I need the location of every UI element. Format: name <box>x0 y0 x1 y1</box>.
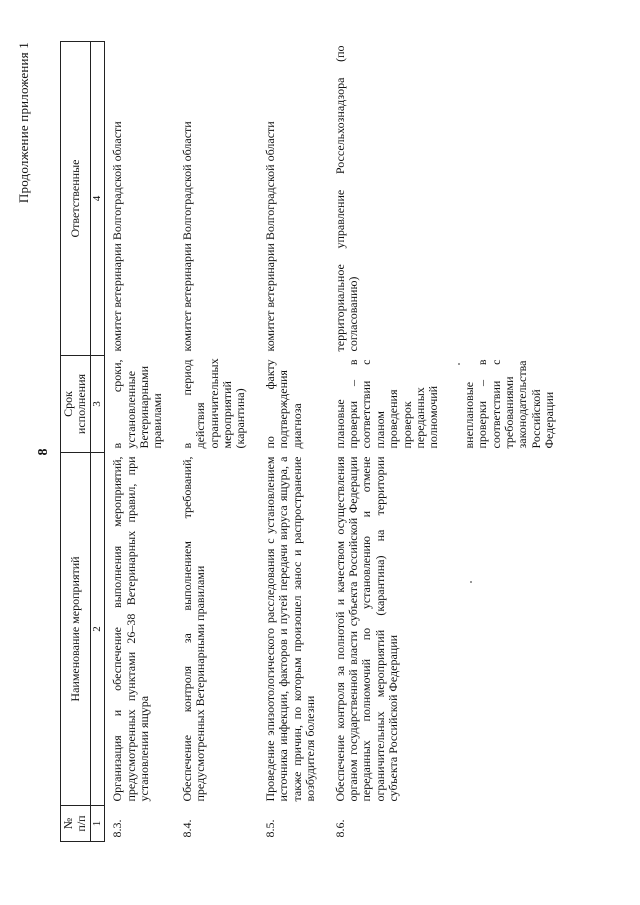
appendix-title: Продолжение приложения 1 <box>16 42 31 204</box>
measure-term <box>328 356 567 453</box>
header-term <box>61 356 91 453</box>
header-responsible-label: Ответственные <box>67 159 82 238</box>
page-number: 8 <box>36 448 51 456</box>
measure-name: Обеспечение контроля за полнотой и качеством осуществления органом государственной власти субъекта Российской Федерации переданных полномочий по установлению и отмене ограничительных мероприятий (карантина) на территории субъекта Российской Федерации <box>332 456 401 802</box>
column-number-2: 2 <box>90 453 104 806</box>
table-row <box>105 42 175 842</box>
column-number-4: 4 <box>90 42 104 356</box>
scan-speck <box>470 581 472 583</box>
measures-table <box>60 41 567 842</box>
header-responsible <box>61 42 91 356</box>
measure-term-text: в сроки, установленные Ветеринарными правилами <box>110 359 165 449</box>
header-num-label: № п/п <box>61 815 89 832</box>
header-name <box>61 453 91 806</box>
measure-name: Обеспечение контроля за выполнением требований, предусмотренных Ветеринарными правилами <box>179 456 208 802</box>
measure-name: Проведение эпизоотологического расследования с установлением источника инфекции, факторов и путей передачи вируса ящура, а также причин, по которым произошел занос и распространение возбудителя болезни <box>262 456 318 802</box>
table-header-row <box>61 42 91 842</box>
measure-term <box>258 356 328 453</box>
row-number: 8.4. <box>179 819 194 838</box>
measure-term <box>105 356 175 453</box>
scan-speck <box>458 363 460 365</box>
column-number-3: 3 <box>90 356 104 453</box>
row-number: 8.3. <box>110 819 125 838</box>
column-number-row <box>90 42 104 842</box>
table-row <box>175 42 258 842</box>
column-number-1: 1 <box>90 806 104 842</box>
measure-term-text: в период действия ограничительных мероприятий (карантина) <box>179 358 248 449</box>
header-name-label: Наименование мероприятий <box>67 556 82 702</box>
measure-term-extra: внеплановые проверки – в соответствии с требованиями законодательства Российской Федерации <box>461 359 557 449</box>
measure-term-text: плановые проверки – в соответствии с планом проведения проверок переданных полномочий <box>332 359 441 449</box>
table-row <box>328 42 567 842</box>
measure-term <box>175 356 258 453</box>
header-term-label: Срок исполнения <box>61 373 89 435</box>
row-number: 8.5. <box>262 819 277 838</box>
measure-responsible: комитет ветеринарии Волгоградской области <box>110 121 125 352</box>
measure-term-text: по факту подтверждения диагноза <box>262 359 304 449</box>
measure-responsible: комитет ветеринарии Волгоградской области <box>179 121 194 352</box>
row-number: 8.6. <box>332 819 347 838</box>
measure-responsible: комитет ветеринарии Волгоградской области <box>262 121 277 352</box>
measure-name: Организация и обеспечение выполнения мероприятий, предусмотренных пунктами 26–38 Ветеринарных правил, при установлении ящура <box>110 456 152 802</box>
measure-responsible: территориальное управление Россельхознадзора (по согласованию) <box>332 45 360 352</box>
header-num <box>61 806 91 842</box>
table-row <box>258 42 328 842</box>
